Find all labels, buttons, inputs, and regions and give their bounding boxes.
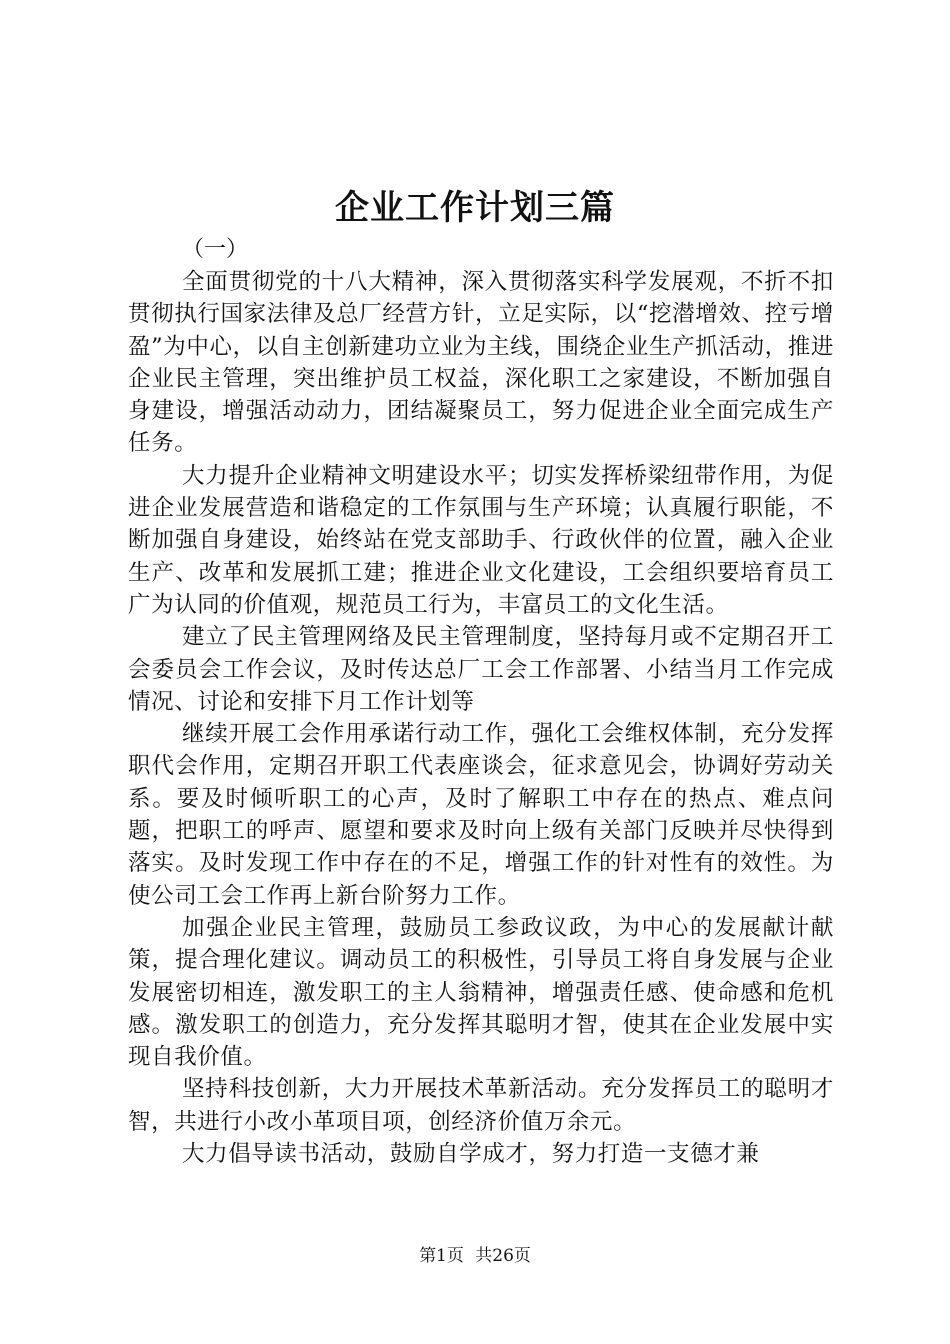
paragraph-7: 大力倡导读书活动，鼓励自学成才，努力打造一支德才兼 — [182, 1141, 760, 1168]
paragraph-2: 大力提升企业精神文明建设水平；切实发挥桥梁纽带作用，为促进企业发展营造和谐稳定的工作氛围与生产环境；认真履行职能，不断加强自身建设，始终站在党支部助手、行政伙伴的位置，融入企业生产、改革和发展抓工建；推进企业文化建设，工会组织要培育员工广为认同的价值观，规范员工行为，丰富员工的文化生活。 — [128, 462, 834, 618]
paragraph-4: 继续开展工会作用承诺行动工作，强化工会维权体制，充分发挥职代会作用，定期召开职工代表座谈会，征求意见会，协调好劳动关系。要及时倾听职工的心声，及时了解职工中存在的热点、难点问题，把职工的呼声、愿望和要求及时向上级有关部门反映并尽快得到落实。及时发现工作中存在的不足，增强工作的针对性有的效性。为使公司工会工作再上新台阶努力工作。 — [128, 721, 834, 909]
page-number-total: 共26页 — [475, 1246, 531, 1266]
paragraph-3: 建立了民主管理网络及民主管理制度，坚持每月或不定期召开工会委员会工作会议，及时传达总厂工会工作部署、小结当月工作完成情况、讨论和安排下月工作计划等 — [128, 624, 834, 715]
section-label: （一） — [182, 237, 249, 262]
paragraph-6: 坚持科技创新，大力开展技术革新活动。充分发挥员工的聪明才智，共进行小改小革项目项，创经济价值万余元。 — [128, 1076, 834, 1135]
document-body — [128, 234, 834, 1170]
page-footer — [0, 1245, 950, 1267]
document-title: 企业工作计划三篇 — [335, 188, 615, 228]
paragraph-1: 全面贯彻党的十八大精神，深入贯彻落实科学发展观，不折不扣贯彻执行国家法律及总厂经营方针，立足实际，以“挖潜增效、控亏增盈”为中心，以自主创新建功立业为主线，围绕企业生产抓活动，推进企业民主管理，突出维护员工权益，深化职工之家建设，不断加强自身建设，增强活动动力，团结凝聚员工，努力促进企业全面完成生产任务。 — [128, 269, 834, 457]
page-number-current: 第1页 — [419, 1246, 464, 1266]
paragraph-5: 加强企业民主管理，鼓励员工参政议政，为中心的发展献计献策，提合理化建议。调动员工的积极性，引导员工将自身发展与企业发展密切相连，激发职工的主人翁精神，增强责任感、使命感和危机感。激发职工的创造力，充分发挥其聪明才智，使其在企业发展中实现自我价值。 — [128, 914, 834, 1071]
